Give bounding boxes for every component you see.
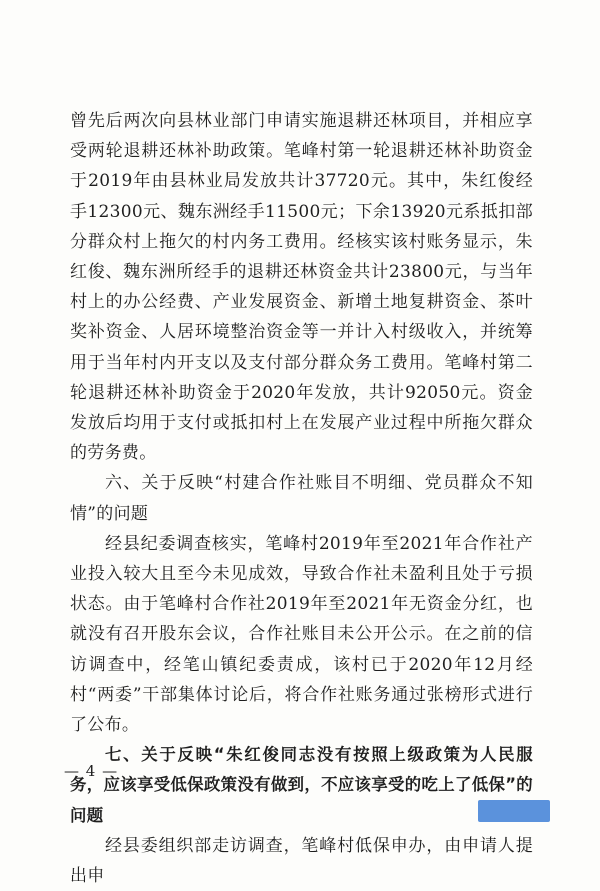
paragraph-section-seven: 经县委组织部走访调查，笔峰村低保申办，由申请人提出申 [70, 835, 533, 887]
section-heading-seven: 七、关于反映“朱红俊同志没有按照上级政策为人民服务，应该享受低保政策没有做到，不应该享受的吃上了低保”的问题 [70, 745, 533, 825]
paragraph-continuation: 曾先后两次向县林业部门申请实施退耕还林项目，并相应享受两轮退耕还林补助政策。笔峰村第一轮退耕还林补助资金于2019年由县林业局发放共计37720元。其中，朱红俊经手12300元、魏东洲经手11500元；下余13920元系抵扣部分群众村上拖欠的村内务工费用。经核实该村账务显示，朱红俊、魏东洲所经手的退耕还林资金共计23800元，与当年村上的办公经费、产业发展资金、新增土地复耕资金、茶叶奖补资金、人居环境整治资金等一并计入村级收入，并统筹用于当年村内开支以及支付部分群众务工费用。笔峰村第二轮退耕还林补助资金于2020年发放，共计92050元。资金发放后均用于支付或抵扣村上在发展产业过程中所拖欠群众的劳务费。 [70, 111, 533, 464]
section-heading-six: 六、关于反映“村建合作社账目不明细、党员群众不知情”的问题 [70, 473, 533, 524]
paragraph-section-six: 经县纪委调查核实，笔峰村2019年至2021年合作社产业投入较大且至今未见成效，导致合作社未盈利且处于亏损状态。由于笔峰村合作社2019年至2021年无资金分红，也就没有召开股东会议，合作社账目未公开公示。在之前的信访调查中，经笔山镇纪委责成，该村已于2020年12月经村“两委”干部集体讨论后，将合作社账务通过张榜形式进行了公布。 [70, 533, 533, 736]
page-number: — 4 — [64, 762, 119, 780]
watermark-logo [478, 800, 550, 822]
document-body [70, 106, 533, 891]
